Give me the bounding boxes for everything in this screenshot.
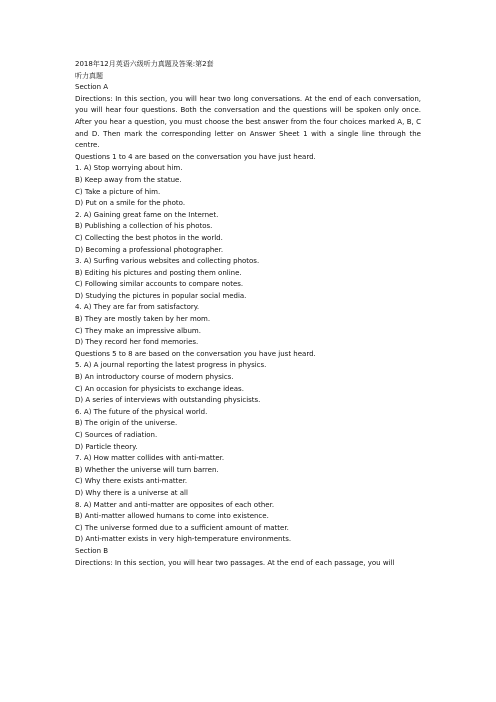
- question-5-option-b: B) An introductory course of modern physics.: [75, 373, 234, 382]
- question-1-option-d: D) Put on a smile for the photo.: [75, 199, 186, 208]
- question-1-option-c: C) Take a picture of him.: [75, 187, 161, 196]
- question-8-option-a: 8. A) Matter and anti-matter are opposites of each other.: [75, 500, 275, 509]
- questions-intro-2: Questions 5 to 8 are based on the conversation you have just heard.: [75, 349, 316, 358]
- question-1-option-a: 1. A) Stop worrying about him.: [75, 164, 183, 173]
- section-a-heading: Section A: [75, 83, 109, 92]
- question-5-option-d: D) A series of interviews with outstanding physicists.: [75, 396, 261, 405]
- question-3-option-b: B) Editing his pictures and posting them online.: [75, 268, 242, 277]
- question-3-option-c: C) Following similar accounts to compare notes.: [75, 280, 244, 289]
- question-7-option-a: 7. A) How matter collides with anti-matter.: [75, 454, 225, 463]
- question-1-option-b: B) Keep away from the statue.: [75, 175, 182, 184]
- question-4-option-a: 4. A) They are far from satisfactory.: [75, 303, 200, 312]
- question-2-option-c: C) Collecting the best photos in the world.: [75, 233, 223, 242]
- question-7-option-c: C) Why there exists anti-matter.: [75, 477, 188, 486]
- question-6-option-b: B) The origin of the universe.: [75, 419, 178, 428]
- question-5-option-c: C) An occasion for physicists to exchange ideas.: [75, 384, 244, 393]
- question-4-option-b: B) They are mostly taken by her mom.: [75, 315, 211, 324]
- document-subtitle: 听力真题: [75, 71, 103, 80]
- question-6-option-a: 6. A) The future of the physical world.: [75, 407, 208, 416]
- question-3-option-a: 3. A) Surfing various websites and collecting photos.: [75, 257, 260, 266]
- question-8-option-b: B) Anti-matter allowed humans to come into existence.: [75, 512, 269, 521]
- question-8-option-c: C) The universe formed due to a sufficient amount of matter.: [75, 523, 289, 532]
- question-5-option-a: 5. A) A journal reporting the latest progress in physics.: [75, 361, 267, 370]
- question-2-option-b: B) Publishing a collection of his photos.: [75, 222, 213, 231]
- question-3-option-d: D) Studying the pictures in popular social media.: [75, 291, 247, 300]
- question-4-option-c: C) They make an impressive album.: [75, 326, 201, 335]
- question-6-option-d: D) Particle theory.: [75, 442, 138, 451]
- document-title: 2018年12月英语六级听力真题及答案:第2套: [75, 60, 214, 68]
- question-8-option-d: D) Anti-matter exists in very high-temperature environments.: [75, 535, 292, 544]
- question-2-option-d: D) Becoming a professional photographer.: [75, 245, 224, 254]
- question-4-option-d: D) They record her fond memories.: [75, 338, 199, 347]
- question-6-option-c: C) Sources of radiation.: [75, 431, 158, 439]
- question-2-option-a: 2. A) Gaining great fame on the Internet.: [75, 210, 219, 219]
- question-7-option-d: D) Why there is a universe at all: [75, 488, 188, 497]
- section-a-directions: Directions: In this section, you will hear two long conversations. At the end of each conversation, you will hear four questions. Both the conversation and the questions will be spoken only once. After you hear a question, you must choose the best answer from the four choices marked A, B, C and D. Then mark the corresponding letter on Answer Sheet 1 with a single line through the centre.: [75, 94, 421, 150]
- section-b-heading: Section B: [75, 546, 109, 555]
- question-7-option-b: B) Whether the universe will turn barren.: [75, 465, 219, 474]
- section-b-directions: Directions: In this section, you will hear two passages. At the end of each passage, you will: [75, 558, 395, 567]
- document-page: [75, 59, 421, 569]
- questions-intro-1: Questions 1 to 4 are based on the conversation you have just heard.: [75, 152, 316, 161]
